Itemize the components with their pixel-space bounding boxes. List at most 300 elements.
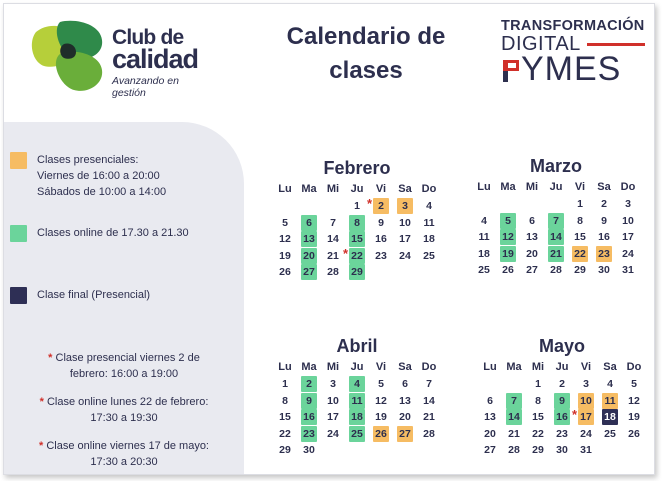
day: [321, 426, 345, 443]
day-number: 20: [399, 411, 411, 423]
day: [478, 442, 502, 459]
day: [550, 426, 574, 443]
note-star: *: [39, 440, 44, 452]
day: [598, 376, 622, 393]
day-number: 24: [327, 427, 339, 440]
day-online: [345, 264, 369, 281]
day-number: 27: [484, 444, 496, 456]
day: [321, 376, 345, 393]
weekday-header: Mi: [525, 181, 539, 193]
day-number: 27: [526, 264, 538, 276]
note-presencial-feb-2: [14, 350, 234, 382]
note1-line2: febrero: 16:00 a 19:00: [69, 368, 179, 380]
day-number: 12: [502, 231, 514, 243]
weekday-header: Ma: [500, 181, 516, 193]
month-title: Mayo: [538, 336, 585, 356]
day-number: 22: [279, 427, 291, 440]
day-number: 8: [577, 214, 583, 227]
weekday-header: Do: [620, 181, 636, 193]
month-calendar-marzo: [472, 154, 640, 279]
star-marker: *: [343, 245, 349, 261]
day-presencial: [592, 246, 616, 263]
legend-panel: [4, 122, 244, 475]
day-online: [550, 393, 574, 410]
day: [472, 229, 496, 246]
day-number: 17: [622, 231, 634, 243]
day-online: [297, 215, 321, 232]
day: [273, 393, 297, 410]
day-number: 29: [279, 444, 291, 456]
note1-line1: Clase presencial viernes 2 de: [55, 352, 200, 364]
day: [616, 213, 640, 230]
day-number: 3: [402, 200, 408, 212]
day: [502, 426, 526, 443]
day: [393, 409, 417, 426]
empty-cell: [472, 196, 496, 213]
day-number: 31: [580, 444, 592, 456]
day-number: 30: [303, 444, 315, 456]
legend-presencial-line3: Sábados de 10:00 a 14:00: [37, 186, 167, 198]
day-number: 12: [628, 394, 640, 407]
day-number: 21: [327, 249, 339, 262]
day: [622, 409, 646, 426]
td-logo-line3: YMES: [521, 50, 622, 88]
weekday-header: Ju: [350, 361, 364, 373]
day-number: 24: [580, 427, 592, 440]
day-online: [502, 393, 526, 410]
weekday-header: Ju: [350, 183, 364, 195]
day-presencial: [393, 426, 417, 443]
day-number: 15: [532, 411, 544, 423]
day: [321, 409, 345, 426]
day: [273, 231, 297, 248]
day-online: [297, 426, 321, 443]
day-number: 26: [375, 427, 387, 440]
day-number: 25: [478, 264, 490, 276]
weekday-header: Do: [421, 183, 437, 195]
day-online: [345, 376, 369, 393]
day-number: 12: [279, 233, 291, 245]
day-online: [297, 393, 321, 410]
day: [369, 231, 393, 248]
weekday-header: Ju: [549, 181, 563, 193]
day: [273, 264, 297, 281]
weekday-header: Ma: [301, 361, 317, 373]
weekday-header: Lu: [278, 183, 292, 195]
day-number: 12: [375, 394, 387, 407]
day-number: 17: [399, 233, 411, 245]
day-number: 22: [532, 427, 544, 440]
day-online: [297, 231, 321, 248]
day-number: 19: [502, 247, 514, 260]
note2-line1: Clase online lunes 22 de febrero:: [46, 396, 209, 408]
day: [520, 246, 544, 263]
empty-cell: [544, 196, 568, 213]
day: [616, 246, 640, 263]
day-number: 16: [598, 231, 610, 243]
day-number: 2: [559, 378, 565, 390]
weekday-header: Lu: [477, 181, 491, 193]
day-online: [345, 426, 369, 443]
day-number: 27: [303, 266, 315, 278]
pymes-p-icon: [503, 60, 519, 82]
day-number: 4: [481, 214, 487, 227]
day-number: 11: [604, 394, 616, 407]
legend-online-swatch: [10, 225, 27, 242]
weekday-header: Mi: [326, 361, 340, 373]
day-online: [297, 248, 321, 265]
day-number: 19: [628, 411, 640, 423]
day: [393, 393, 417, 410]
weekday-header: Vi: [580, 361, 592, 373]
day: [616, 262, 640, 279]
legend-presencial-text: [37, 152, 166, 200]
day: [568, 213, 592, 230]
empty-cell: [297, 198, 321, 215]
day: [622, 393, 646, 410]
day-presencial: [574, 393, 598, 410]
club-logo-line1: Club de: [112, 26, 184, 49]
day: [592, 196, 616, 213]
weekday-header: Mi: [531, 361, 545, 373]
day-number: 26: [279, 266, 291, 278]
weekday-header: Vi: [375, 183, 387, 195]
title-line2: clases: [329, 57, 403, 84]
day: [393, 376, 417, 393]
day-number: 26: [502, 264, 514, 276]
weekday-header: Vi: [574, 181, 586, 193]
day-number: 15: [279, 411, 291, 423]
weekday-header: Sa: [398, 361, 412, 373]
day-number: 10: [580, 394, 592, 407]
day-number: 10: [399, 216, 411, 229]
day-online: [544, 229, 568, 246]
day: [520, 213, 544, 230]
month-title: Abril: [336, 336, 378, 356]
day: [568, 196, 592, 213]
day-online: [502, 409, 526, 426]
month-grid: [478, 358, 646, 459]
month-grid: [472, 178, 640, 279]
day-number: 29: [574, 264, 586, 276]
day-number: 18: [604, 411, 616, 423]
day: [622, 376, 646, 393]
day: [574, 376, 598, 393]
day-number: 14: [550, 231, 562, 243]
day-number: 7: [426, 378, 432, 390]
day-number: 16: [556, 411, 568, 423]
day-number: 11: [351, 394, 363, 407]
day-presencial: [574, 409, 598, 426]
day: [417, 426, 441, 443]
day-number: 7: [511, 394, 517, 407]
day: [369, 248, 393, 265]
day-number: 13: [303, 233, 315, 245]
day: [520, 262, 544, 279]
legend-online: [10, 225, 189, 242]
day-number: 6: [487, 394, 493, 407]
weekday-header: Vi: [375, 361, 387, 373]
day-number: 21: [423, 411, 435, 423]
day-number: 10: [327, 394, 339, 407]
legend-presencial: [10, 152, 166, 200]
day: [568, 229, 592, 246]
day: [472, 246, 496, 263]
day: [297, 442, 321, 459]
day-number: 19: [279, 249, 291, 262]
day-number: 28: [550, 264, 562, 276]
month-calendar-mayo: [478, 334, 646, 459]
day-number: 31: [622, 264, 634, 276]
day-number: 18: [423, 233, 435, 245]
day: [273, 248, 297, 265]
day-number: 4: [426, 200, 432, 212]
day: [417, 376, 441, 393]
day-number: 1: [354, 200, 360, 212]
day-presencial: [598, 393, 622, 410]
star-marker: *: [572, 407, 578, 422]
day: [472, 262, 496, 279]
day-number: 17: [580, 411, 592, 423]
day: [520, 229, 544, 246]
day: [478, 393, 502, 410]
weekday-header: Ju: [555, 361, 569, 373]
td-logo-red-bar: [587, 43, 645, 46]
day-number: 13: [526, 231, 538, 243]
day: [273, 215, 297, 232]
month-grid: [273, 358, 441, 459]
month-title: Febrero: [323, 158, 391, 178]
day-number: 14: [327, 233, 339, 245]
day-online: [496, 229, 520, 246]
day-number: 20: [484, 427, 496, 440]
day-number: 21: [508, 427, 520, 440]
day-number: 22: [574, 247, 586, 260]
day: [273, 426, 297, 443]
day-number: 4: [354, 378, 360, 390]
day: [616, 229, 640, 246]
legend-presencial-line2: Viernes de 16:00 a 20:00: [37, 170, 160, 182]
day-number: 5: [631, 378, 637, 390]
day-presencial: [568, 246, 592, 263]
day: [616, 196, 640, 213]
weekday-header: Mi: [326, 183, 340, 195]
day: [417, 409, 441, 426]
day: [526, 409, 550, 426]
day: [622, 426, 646, 443]
page-title: [259, 20, 473, 88]
day-online: [345, 409, 369, 426]
day-number: 14: [423, 394, 435, 407]
day-online: [345, 231, 369, 248]
weekday-header: Ma: [506, 361, 522, 373]
day-number: 16: [303, 411, 315, 423]
title-line1: Calendario de: [286, 23, 446, 50]
day-number: 5: [378, 378, 384, 390]
day-number: 9: [559, 394, 565, 407]
day-presencial: [369, 426, 393, 443]
day: [321, 264, 345, 281]
note-online-feb-22: [14, 394, 234, 426]
note3-line1: Clase online viernes 17 de mayo:: [46, 440, 209, 452]
day: [369, 376, 393, 393]
note2-line2: 17:30 a 19:30: [90, 412, 158, 424]
calendar-poster: [3, 3, 655, 475]
day-number: 28: [423, 427, 435, 440]
weekday-header: Sa: [603, 361, 617, 373]
day-number: 13: [484, 411, 496, 423]
day-online: [496, 213, 520, 230]
star-marker: *: [367, 196, 373, 211]
club-de-calidad-logo: [30, 18, 210, 99]
day: [478, 426, 502, 443]
day-number: 2: [306, 378, 312, 390]
day-number: 25: [351, 427, 363, 440]
day-number: 4: [607, 378, 613, 390]
day-online: [550, 409, 574, 426]
day-presencial: [369, 198, 393, 215]
day-number: 2: [378, 200, 384, 212]
day-number: 23: [303, 427, 315, 440]
day-number: 14: [508, 411, 520, 423]
empty-cell: [321, 198, 345, 215]
day: [568, 262, 592, 279]
day-number: 3: [583, 378, 589, 390]
day: [369, 409, 393, 426]
day-number: 6: [306, 216, 312, 229]
day-number: 11: [478, 231, 490, 243]
day-number: 22: [351, 249, 363, 262]
day-number: 20: [526, 247, 538, 260]
legend-final-swatch: [10, 287, 27, 304]
month-grid: [273, 180, 441, 281]
day: [574, 426, 598, 443]
day: [321, 393, 345, 410]
day-number: 8: [354, 216, 360, 229]
day: [393, 231, 417, 248]
day-number: 21: [550, 247, 562, 260]
day: [321, 231, 345, 248]
day: [321, 248, 345, 265]
day: [417, 198, 441, 215]
day-number: 6: [529, 214, 535, 227]
day: [369, 215, 393, 232]
day: [550, 442, 574, 459]
day: [273, 409, 297, 426]
day-number: 15: [351, 233, 363, 245]
empty-cell: [478, 376, 502, 393]
day-online: [297, 376, 321, 393]
club-logo-line2: calidad: [112, 44, 199, 74]
weekday-header: Sa: [597, 181, 611, 193]
day-number: 26: [628, 427, 640, 440]
day-number: 1: [535, 378, 541, 390]
day: [592, 262, 616, 279]
day-number: 1: [577, 198, 583, 210]
day-number: 1: [282, 378, 288, 390]
day: [526, 426, 550, 443]
day-number: 30: [556, 444, 568, 456]
day: [417, 215, 441, 232]
month-title: Marzo: [529, 156, 582, 176]
empty-cell: [520, 196, 544, 213]
day-final: [598, 409, 622, 426]
day: [592, 229, 616, 246]
day: [550, 376, 574, 393]
td-logo-line1: TRANSFORMACIÓN: [501, 18, 645, 34]
legend-final-text: Clase final (Presencial): [37, 289, 151, 301]
day: [393, 215, 417, 232]
day-number: 23: [598, 247, 610, 260]
weekday-header: Sa: [398, 183, 412, 195]
day: [472, 213, 496, 230]
day-number: 23: [375, 249, 387, 262]
day: [417, 231, 441, 248]
day-online: [544, 213, 568, 230]
day-number: 29: [351, 266, 363, 278]
club-logo-tagline: Avanzando en gestión: [112, 75, 179, 99]
day-number: 18: [478, 247, 490, 260]
day-online: [345, 215, 369, 232]
day-online: [297, 264, 321, 281]
day-online: [297, 409, 321, 426]
day: [526, 393, 550, 410]
weekday-header: Lu: [483, 361, 497, 373]
month-calendar-abril: [273, 334, 441, 459]
day: [321, 215, 345, 232]
day: [574, 442, 598, 459]
td-logo-line2: DIGITAL: [501, 33, 581, 55]
day: [369, 393, 393, 410]
day-number: 16: [375, 233, 387, 245]
day-number: 18: [351, 411, 363, 423]
day-number: 8: [535, 394, 541, 407]
day: [526, 442, 550, 459]
day-presencial: [393, 198, 417, 215]
day-number: 3: [625, 198, 631, 210]
day-number: 13: [399, 394, 411, 407]
day-number: 2: [601, 198, 607, 210]
day: [273, 442, 297, 459]
weekday-header: Ma: [301, 183, 317, 195]
day: [345, 198, 369, 215]
day-number: 25: [423, 249, 435, 262]
day: [496, 262, 520, 279]
day: [502, 442, 526, 459]
note-online-may-17: [14, 438, 234, 470]
day-number: 24: [399, 249, 411, 262]
day: [478, 409, 502, 426]
day-number: 19: [375, 411, 387, 423]
day-online: [345, 393, 369, 410]
day-number: 28: [327, 266, 339, 278]
day-online: [496, 246, 520, 263]
day-number: 15: [574, 231, 586, 243]
day: [417, 393, 441, 410]
day-number: 17: [327, 411, 339, 423]
empty-cell: [502, 376, 526, 393]
day-number: 5: [282, 216, 288, 229]
day-number: 11: [423, 216, 435, 229]
day-number: 29: [532, 444, 544, 456]
transformacion-digital-pymes-logo: [501, 16, 651, 90]
note-star: *: [48, 352, 53, 364]
empty-cell: [273, 198, 297, 215]
day-number: 5: [505, 214, 511, 227]
day-online: [343, 245, 369, 265]
legend-presencial-line1: Clases presenciales:: [37, 154, 139, 166]
weekday-header: Do: [626, 361, 642, 373]
